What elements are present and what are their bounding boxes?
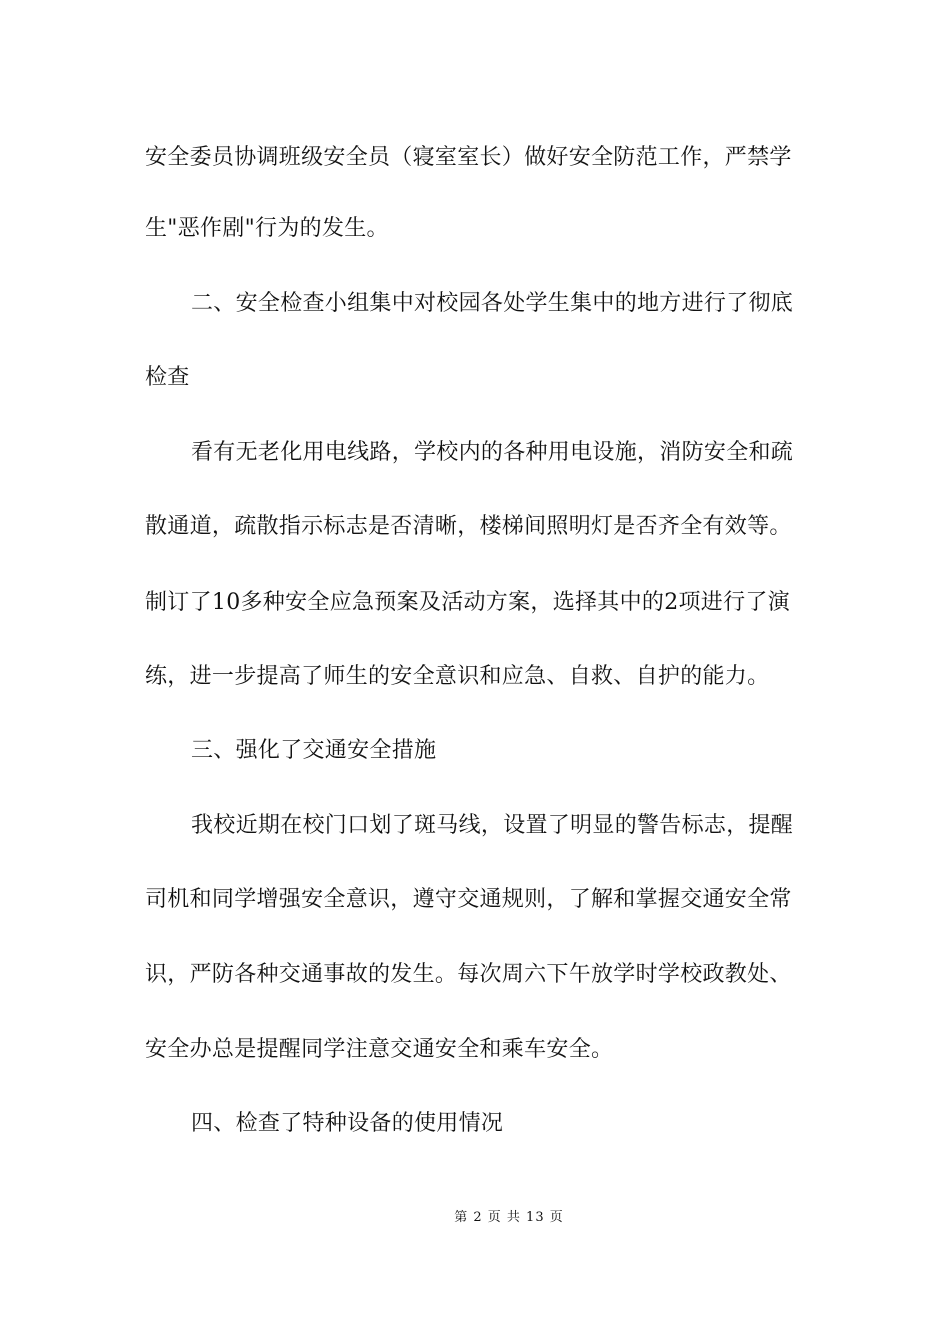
body-text-line: 司机和同学增强安全意识，遵守交通规则，了解和掌握交通安全常 <box>145 887 792 912</box>
section-heading-2: 二、安全检查小组集中对校园各处学生集中的地方进行了彻底 <box>191 291 794 316</box>
section-heading-4: 四、检查了特种设备的使用情况 <box>191 1111 504 1136</box>
body-text-line: 安全委员协调班级安全员（寝室室长）做好安全防范工作，严禁学 <box>145 145 792 170</box>
paragraph-start: 我校近期在校门口划了斑马线，设置了明显的警告标志，提醒 <box>191 813 794 838</box>
body-text-line: 练，进一步提高了师生的安全意识和应急、自救、自护的能力。 <box>145 664 770 689</box>
page-number-footer: 第 2 页 共 13 页 <box>454 1210 564 1225</box>
section-heading-3: 三、强化了交通安全措施 <box>191 738 437 763</box>
body-text-line: 散通道，疏散指示标志是否清晰，楼梯间照明灯是否齐全有效等。 <box>145 514 792 539</box>
body-text-line: 制订了10多种安全应急预案及活动方案，选择其中的2项进行了演 <box>145 590 790 615</box>
body-text-line: 检查 <box>145 365 190 390</box>
body-text-line: 生"恶作剧"行为的发生。 <box>145 216 389 241</box>
body-text-line: 识，严防各种交通事故的发生。每次周六下午放学时学校政教处、 <box>145 962 792 987</box>
paragraph-start: 看有无老化用电线路，学校内的各种用电设施，消防安全和疏 <box>191 440 794 465</box>
body-text-line: 安全办总是提醒同学注意交通安全和乘车安全。 <box>145 1037 614 1062</box>
